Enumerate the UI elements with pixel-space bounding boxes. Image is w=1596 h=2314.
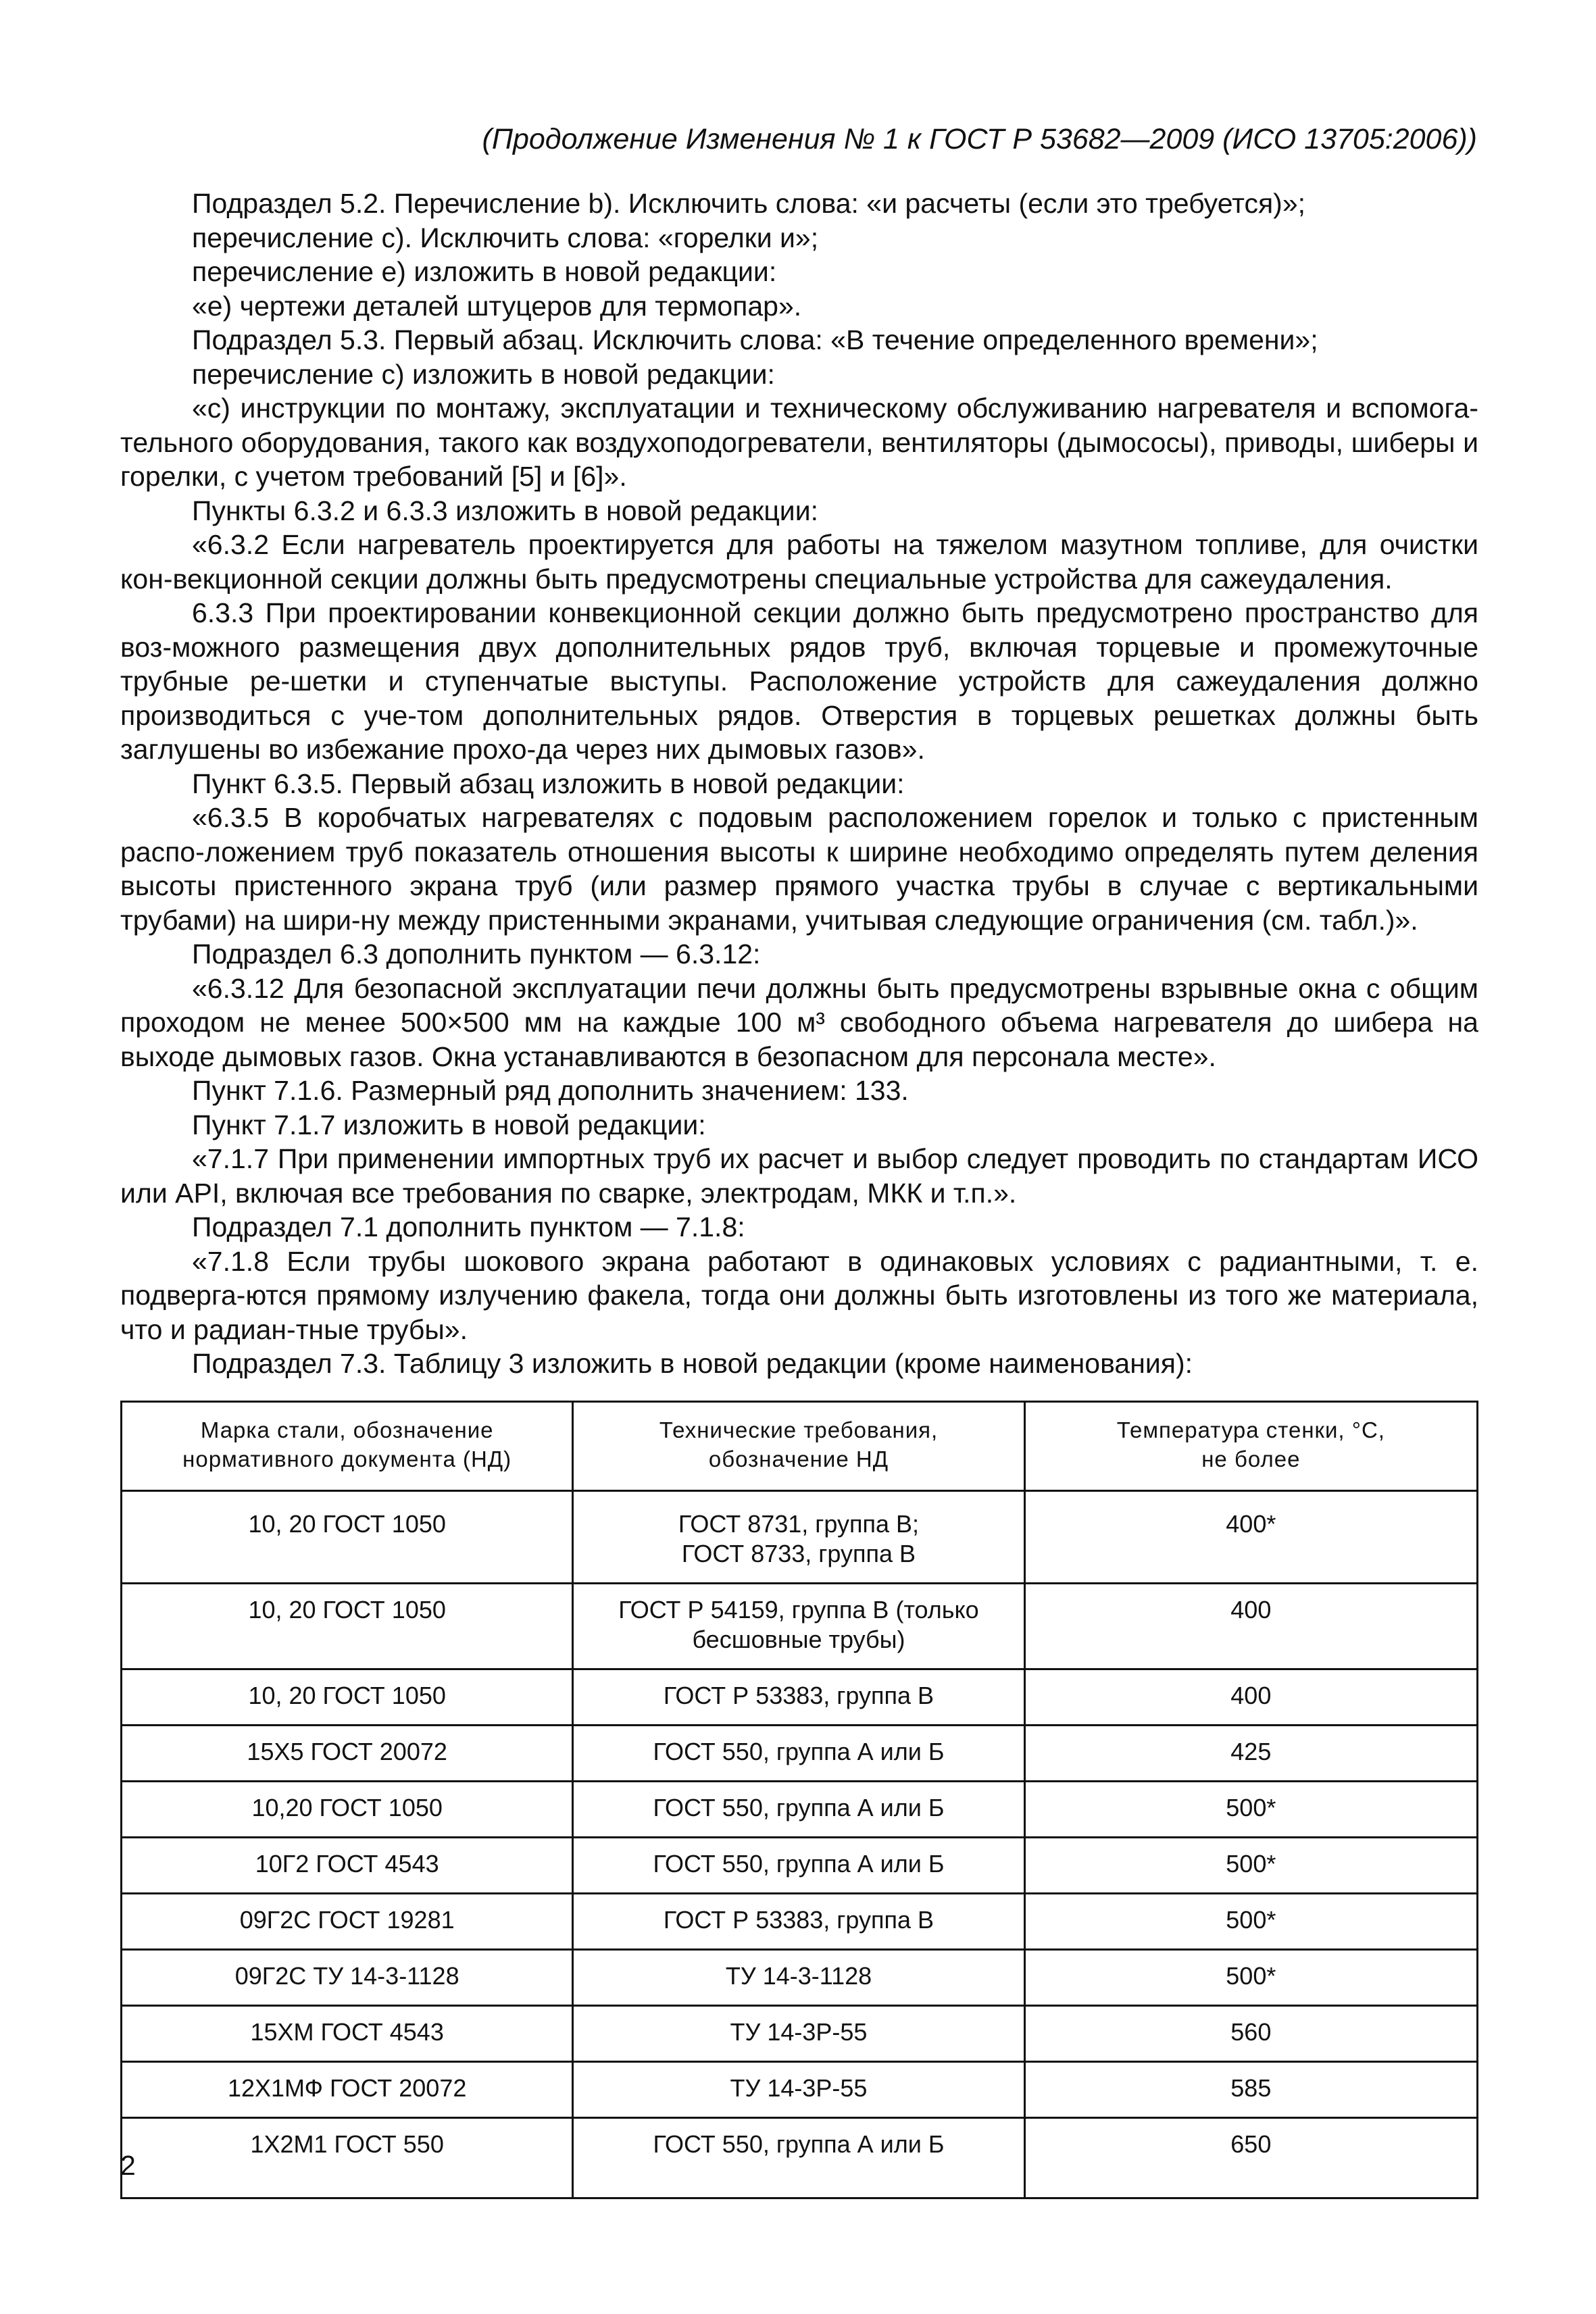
paragraph: Пункт 7.1.7 изложить в новой редакции: <box>192 1109 706 1140</box>
table-row <box>122 1584 1478 1669</box>
paragraph: 6.3.3 При проектировании конвекционной секции должно быть предусмотрено пространство для воз-можного размещения двух дополнительных рядов труб, включая торцевые и промежуточные трубные ре-шетки и ступенчатые выступы. Расположение устройств для сажеудаления должно производиться с уче-том дополнительных рядов. Отверстия в торцевых решетках должны быть заглушены во избежание прохо-да через них дымовых газов». <box>120 597 1478 765</box>
table-cell-line: ТУ 14-3-1128 <box>725 1962 872 1990</box>
table-cell <box>1024 2006 1477 2062</box>
table-cell <box>122 1726 573 1782</box>
table-cell <box>573 2118 1024 2198</box>
table-cell-line: ГОСТ 8731, группа В; <box>678 1510 920 1538</box>
table-cell-line: 400 <box>1230 1682 1272 1709</box>
table-cell-line: 500* <box>1226 1906 1276 1934</box>
column-header <box>573 1402 1024 1491</box>
steel-table <box>120 1401 1478 2199</box>
paragraph: Пункты 6.3.2 и 6.3.3 изложить в новой редакции: <box>192 495 819 526</box>
table-cell <box>1024 1726 1477 1782</box>
table-cell-line: 560 <box>1230 2018 1272 2046</box>
table-cell-line: 585 <box>1230 2074 1272 2102</box>
table-cell <box>122 1838 573 1894</box>
table-header <box>122 1402 1478 1491</box>
table-cell-line: 400* <box>1226 1510 1276 1538</box>
table-cell <box>1024 1950 1477 2006</box>
table-cell-line: ГОСТ 550, группа А или Б <box>653 2130 945 2158</box>
paragraph: перечисление с) изложить в новой редакции: <box>192 358 775 390</box>
table-cell-line: 10, 20 ГОСТ 1050 <box>248 1682 446 1709</box>
paragraph: Подраздел 7.3. Таблицу 3 изложить в новой редакции (кроме наименования): <box>192 1348 1193 1379</box>
paragraph: Пункт 7.1.6. Размерный ряд дополнить значением: 133. <box>192 1075 909 1106</box>
table-cell <box>573 1838 1024 1894</box>
table-row <box>122 2006 1478 2062</box>
table-cell-line: ГОСТ 550, группа А или Б <box>653 1794 945 1821</box>
column-header-line: Марка стали, обозначение <box>200 1417 494 1442</box>
table-cell-line: 500* <box>1226 1794 1276 1821</box>
table-cell <box>122 1669 573 1726</box>
table-cell-line: 500* <box>1226 1850 1276 1878</box>
table-cell-line: 500* <box>1226 1962 1276 1990</box>
table-cell <box>122 2006 573 2062</box>
table-cell-line: ГОСТ 550, группа А или Б <box>653 1850 945 1878</box>
table-cell <box>1024 1491 1477 1584</box>
paragraph: Подраздел 6.3 дополнить пунктом — 6.3.12: <box>192 938 761 970</box>
paragraph: «6.3.5 В коробчатых нагревателях с подовым расположением горелок и только с пристенным распо-ложением труб показатель отношения высоты к ширине необходимо определять путем деления высоты пристенного экрана труб (или размер прямого участка трубы в случае с вертикальными трубами) на шири-ну между пристенными экранами, учитывая следующие ограничения (см. табл.)». <box>120 802 1478 936</box>
table-cell-line: 10Г2 ГОСТ 4543 <box>255 1850 439 1878</box>
table-cell-line: ТУ 14-3Р-55 <box>730 2018 868 2046</box>
table-cell <box>1024 1584 1477 1669</box>
column-header <box>1024 1402 1477 1491</box>
column-header-line: Технические требования, <box>659 1417 939 1442</box>
paragraph: Подраздел 7.1 дополнить пунктом — 7.1.8: <box>192 1211 745 1242</box>
column-header-line: обозначение НД <box>708 1447 889 1472</box>
table-row <box>122 2062 1478 2118</box>
table-cell <box>573 1491 1024 1584</box>
table-row <box>122 1669 1478 1726</box>
table-cell-line: 10,20 ГОСТ 1050 <box>251 1794 443 1821</box>
table-cell-line: ТУ 14-3Р-55 <box>730 2074 868 2102</box>
table-header-row <box>122 1402 1478 1491</box>
table-row <box>122 2118 1478 2198</box>
table-cell <box>1024 1669 1477 1726</box>
table-cell <box>573 1894 1024 1950</box>
paragraph: Подраздел 5.2. Перечисление b). Исключить слова: «и расчеты (если это требуется)»; <box>192 188 1306 219</box>
table-cell <box>573 1782 1024 1838</box>
column-header-line: Температура стенки, °С, <box>1116 1417 1385 1442</box>
table-row <box>122 1726 1478 1782</box>
table-cell <box>122 1950 573 2006</box>
paragraph: «7.1.8 Если трубы шокового экрана работают в одинаковых условиях с радиантными, т. е. подверга-ются прямому излучению факела, тогда они должны быть изготовлены из того же материала, что и радиан-тные трубы». <box>120 1245 1478 1345</box>
table-cell <box>1024 1838 1477 1894</box>
paragraph: «6.3.12 Для безопасной эксплуатации печи должны быть предусмотрены взрывные окна с общим проходом не менее 500×500 мм на каждые 100 м³ свободного объема нагревателя до шибера на выходе дымовых газов. Окна устанавливаются в безопасном для персонала месте». <box>120 972 1478 1072</box>
table-row <box>122 1950 1478 2006</box>
table-cell-line: ГОСТ Р 54159, группа В (только <box>618 1596 979 1624</box>
paragraph: «е) чертежи деталей штуцеров для термопар». <box>192 290 802 322</box>
table-cell <box>1024 2118 1477 2198</box>
table-cell-line: 400 <box>1230 1596 1272 1624</box>
paragraph: «7.1.7 При применении импортных труб их расчет и выбор следует проводить по стандартам ИСО или API, включая все требования по сварке, электродам, МКК и т.п.». <box>120 1143 1478 1209</box>
table-cell <box>1024 1782 1477 1838</box>
table-body <box>122 1491 1478 2198</box>
table-cell <box>122 1894 573 1950</box>
table-cell <box>1024 1894 1477 1950</box>
paragraph: «с) инструкции по монтажу, эксплуатации и техническому обслуживанию нагревателя и вспомога-тельного оборудования, такого как воздухоподогреватели, вентиляторы (дымососы), приводы, шиберы и горелки, с учетом требований [5] и [6]». <box>120 393 1478 492</box>
table-cell-line: ГОСТ 550, группа А или Б <box>653 1738 945 1765</box>
column-header-line: нормативного документа (НД) <box>182 1447 512 1472</box>
table-row <box>122 1782 1478 1838</box>
page-number: 2 <box>120 2150 136 2181</box>
table-cell <box>573 1950 1024 2006</box>
paragraph: Пункт 6.3.5. Первый абзац изложить в новой редакции: <box>192 768 905 799</box>
column-header <box>122 1402 573 1491</box>
table-cell <box>122 1584 573 1669</box>
table-cell <box>573 2006 1024 2062</box>
table-cell-line: 15Х5 ГОСТ 20072 <box>247 1738 447 1765</box>
running-header: (Продолжение Изменения № 1 к ГОСТ Р 53682—2009 (ИСО 13705:2006)) <box>482 123 1477 155</box>
document-body <box>120 186 1478 1381</box>
table-cell-line: 10, 20 ГОСТ 1050 <box>248 1510 446 1538</box>
paragraph: «6.3.2 Если нагреватель проектируется для работы на тяжелом мазутном топливе, для очистки кон-векционной секции должны быть предусмотрены специальные устройства для сажеудаления. <box>120 529 1478 595</box>
table-cell <box>122 1491 573 1584</box>
column-header-line: не более <box>1201 1447 1301 1472</box>
table-cell <box>573 1584 1024 1669</box>
table-cell <box>122 2118 573 2198</box>
table-cell-line: 12Х1МФ ГОСТ 20072 <box>227 2074 467 2102</box>
table-row <box>122 1491 1478 1584</box>
table-cell-line: 650 <box>1230 2130 1272 2158</box>
table-cell-line: 09Г2С ГОСТ 19281 <box>239 1906 455 1934</box>
table-cell-line: ГОСТ 8733, группа В <box>681 1540 916 1567</box>
table-cell-line: 15ХМ ГОСТ 4543 <box>250 2018 444 2046</box>
paragraph: Подраздел 5.3. Первый абзац. Исключить слова: «В течение определенного времени»; <box>192 324 1318 355</box>
table-cell-line: бесшовные трубы) <box>692 1626 905 1653</box>
table-cell <box>573 1669 1024 1726</box>
table-cell-line: 10, 20 ГОСТ 1050 <box>248 1596 446 1624</box>
table-cell-line: ГОСТ Р 53383, группа В <box>663 1682 934 1709</box>
paragraph: перечисление с). Исключить слова: «горелки и»; <box>192 222 819 253</box>
table-row <box>122 1894 1478 1950</box>
table-cell-line: 425 <box>1230 1738 1272 1765</box>
table-cell-line: 1Х2М1 ГОСТ 550 <box>250 2130 444 2158</box>
table-cell <box>573 2062 1024 2118</box>
table-row <box>122 1838 1478 1894</box>
table-cell <box>1024 2062 1477 2118</box>
table-cell <box>122 2062 573 2118</box>
table-cell <box>573 1726 1024 1782</box>
table-cell-line: ГОСТ Р 53383, группа В <box>663 1906 934 1934</box>
paragraph: перечисление е) изложить в новой редакции: <box>192 256 777 287</box>
table-cell-line: 09Г2С ТУ 14-3-1128 <box>234 1962 459 1990</box>
table-cell <box>122 1782 573 1838</box>
